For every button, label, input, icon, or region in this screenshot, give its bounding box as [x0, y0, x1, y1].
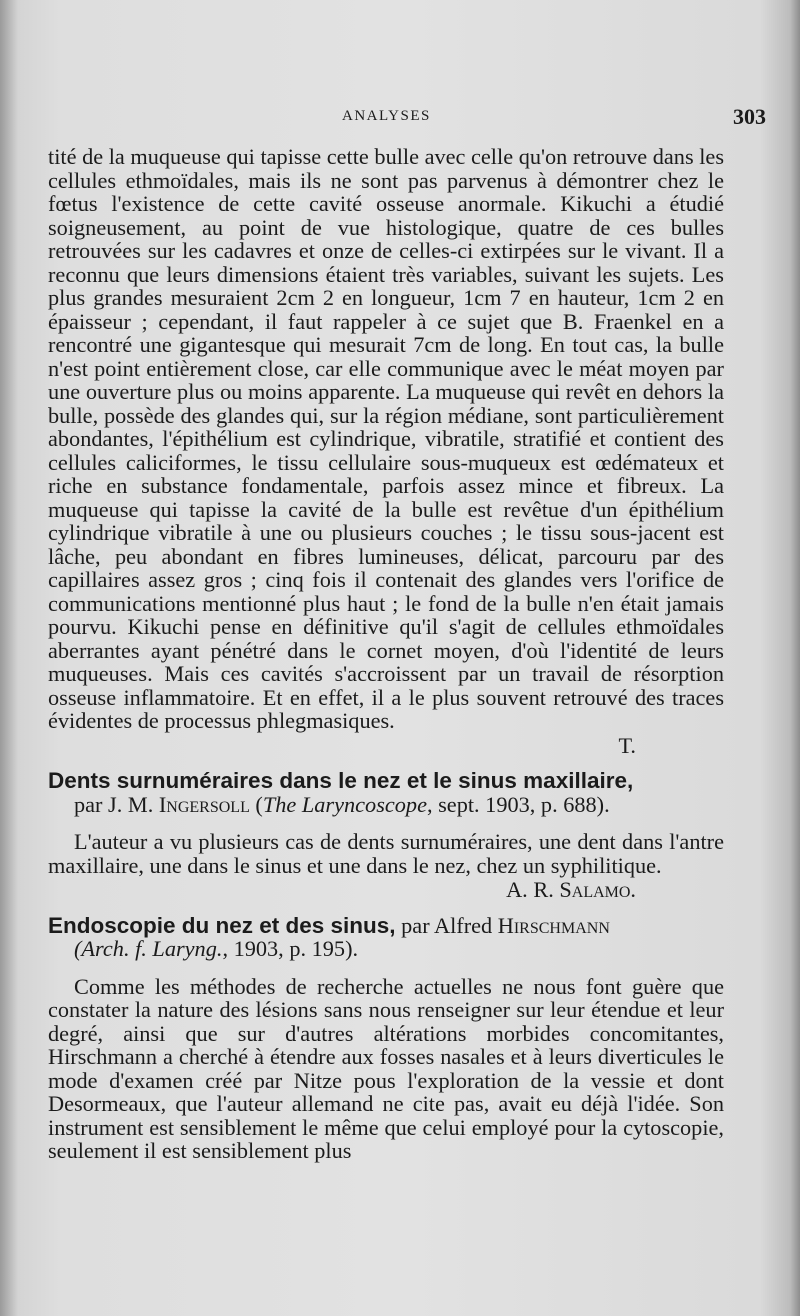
article1-source-journal: The Laryncoscope [262, 791, 427, 817]
article1-byline [48, 793, 724, 817]
article1-signature [48, 878, 724, 902]
spacer [48, 816, 724, 830]
page-number: 303 [733, 104, 766, 129]
article1-byline-prefix: par J. M. [74, 791, 154, 817]
article2-source [48, 937, 724, 961]
spacer [48, 961, 724, 975]
article1-signature-name: Salamo. [559, 877, 636, 902]
article1-source-open: ( [255, 791, 263, 817]
article1-signature-initials: A. R. [506, 877, 554, 902]
article2-source-journal: (Arch. f. Laryng. [74, 936, 223, 961]
running-head: ANALYSES [342, 108, 431, 124]
article1-source-rest: , sept. 1903, p. 688). [426, 791, 610, 817]
article2-text: Comme les méthodes de recherche actuelles ne nous font guère que constater la nature des lésions sans nous renseigner sur leur étendue et leur degré, ainsi que sur d'autres altérations morbides concomitantes, Hirschmann a cherché à étendre aux fosses nasales et à leurs diverticules le mode d'examen créé par Nitze pous l'exploration de la vessie et dont Desormeaux, que l'auteur allemand ne cite pas, avait eu déjà l'idée. Son instrument est sensiblement le même que celui employé pour la cytoscopie, seulement il est sensiblement plus [48, 973, 724, 1163]
page-body [48, 145, 724, 1163]
article2-byline-prefix: par Alfred [401, 912, 493, 938]
article2-author: Hirschmann [497, 912, 610, 938]
article2-source-rest: , 1903, p. 195). [222, 936, 359, 961]
article1-title: Dents surnuméraires dans le nez et le sinus maxillaire, [48, 768, 634, 793]
article1-text: L'auteur a vu plusieurs cas de dents surnuméraires, une dent dans l'antre maxillaire, une dans le sinus et une dans le nez, chez un syphilitique. [48, 829, 724, 878]
article2-title: Endoscopie du nez et des sinus, [48, 912, 396, 938]
intro-paragraph: tité de la muqueuse qui tapisse cette bulle avec celle qu'on retrouve dans les cellules ethmoïdales, mais ils ne sont pas parvenus à démontrer chez le fœtus l'existence de cette cavité osseuse anormale. Kikuchi a étudié soigneusement, au point de vue histologique, quatre de ces bulles retrouvées sur les cadavres et onze de celles-ci extirpées sur le vivant. Il a reconnu que leurs dimensions étaient très variables, suivant les sujets. Les plus grandes mesuraient 2cm 2 en longueur, 1cm 7 en hauteur, 1cm 2 en épaisseur ; cependant, il faut rappeler à ce sujet que B. Fraenkel en a rencontré une gigantesque qui mesurait 7cm de long. En tout cas, la bulle n'est point entièrement close, car elle communique avec le méat moyen par une ouverture plus ou moins apparente. La muqueuse qui revêt en dehors la bulle, possède des glandes qui, sur la région médiane, sont particulièrement abondantes, l'épithélium est cylindrique, vibratile, stratifié et contient des cellules caliciformes, le tissu cellulaire sous-muqueux est œdémateux et riche en substance fondamentale, parfois assez mince et fibreux. La muqueuse qui tapisse la cavité de la bulle est revêtue d'un épithélium cylindrique vibratile à une ou plusieurs couches ; le tissu sous-jacent est lâche, peu abondant en fibres lumineuses, délicat, parcouru par des capillaires assez gros ; cinq fois il contenait des glandes vers l'orifice de communications mentionné plus haut ; le fond de la bulle n'en était jamais pourvu. Kikuchi pense en définitive qu'il s'agit de cellules ethmoïdales aberrantes ayant pénétré dans le cornet moyen, d'où l'identité de leurs muqueuses. Mais ces cavités s'accroissent par un travail de résorption osseuse inflammatoire. Et en effet, il a le plus souvent retrouvé des traces évidentes de processus phlegmasiques. [48, 144, 724, 733]
article1-author: Ingersoll [158, 791, 250, 817]
article2-heading [48, 914, 724, 938]
article1-heading [48, 769, 724, 793]
intro-signature: T. [618, 732, 636, 758]
page-header [0, 104, 800, 134]
